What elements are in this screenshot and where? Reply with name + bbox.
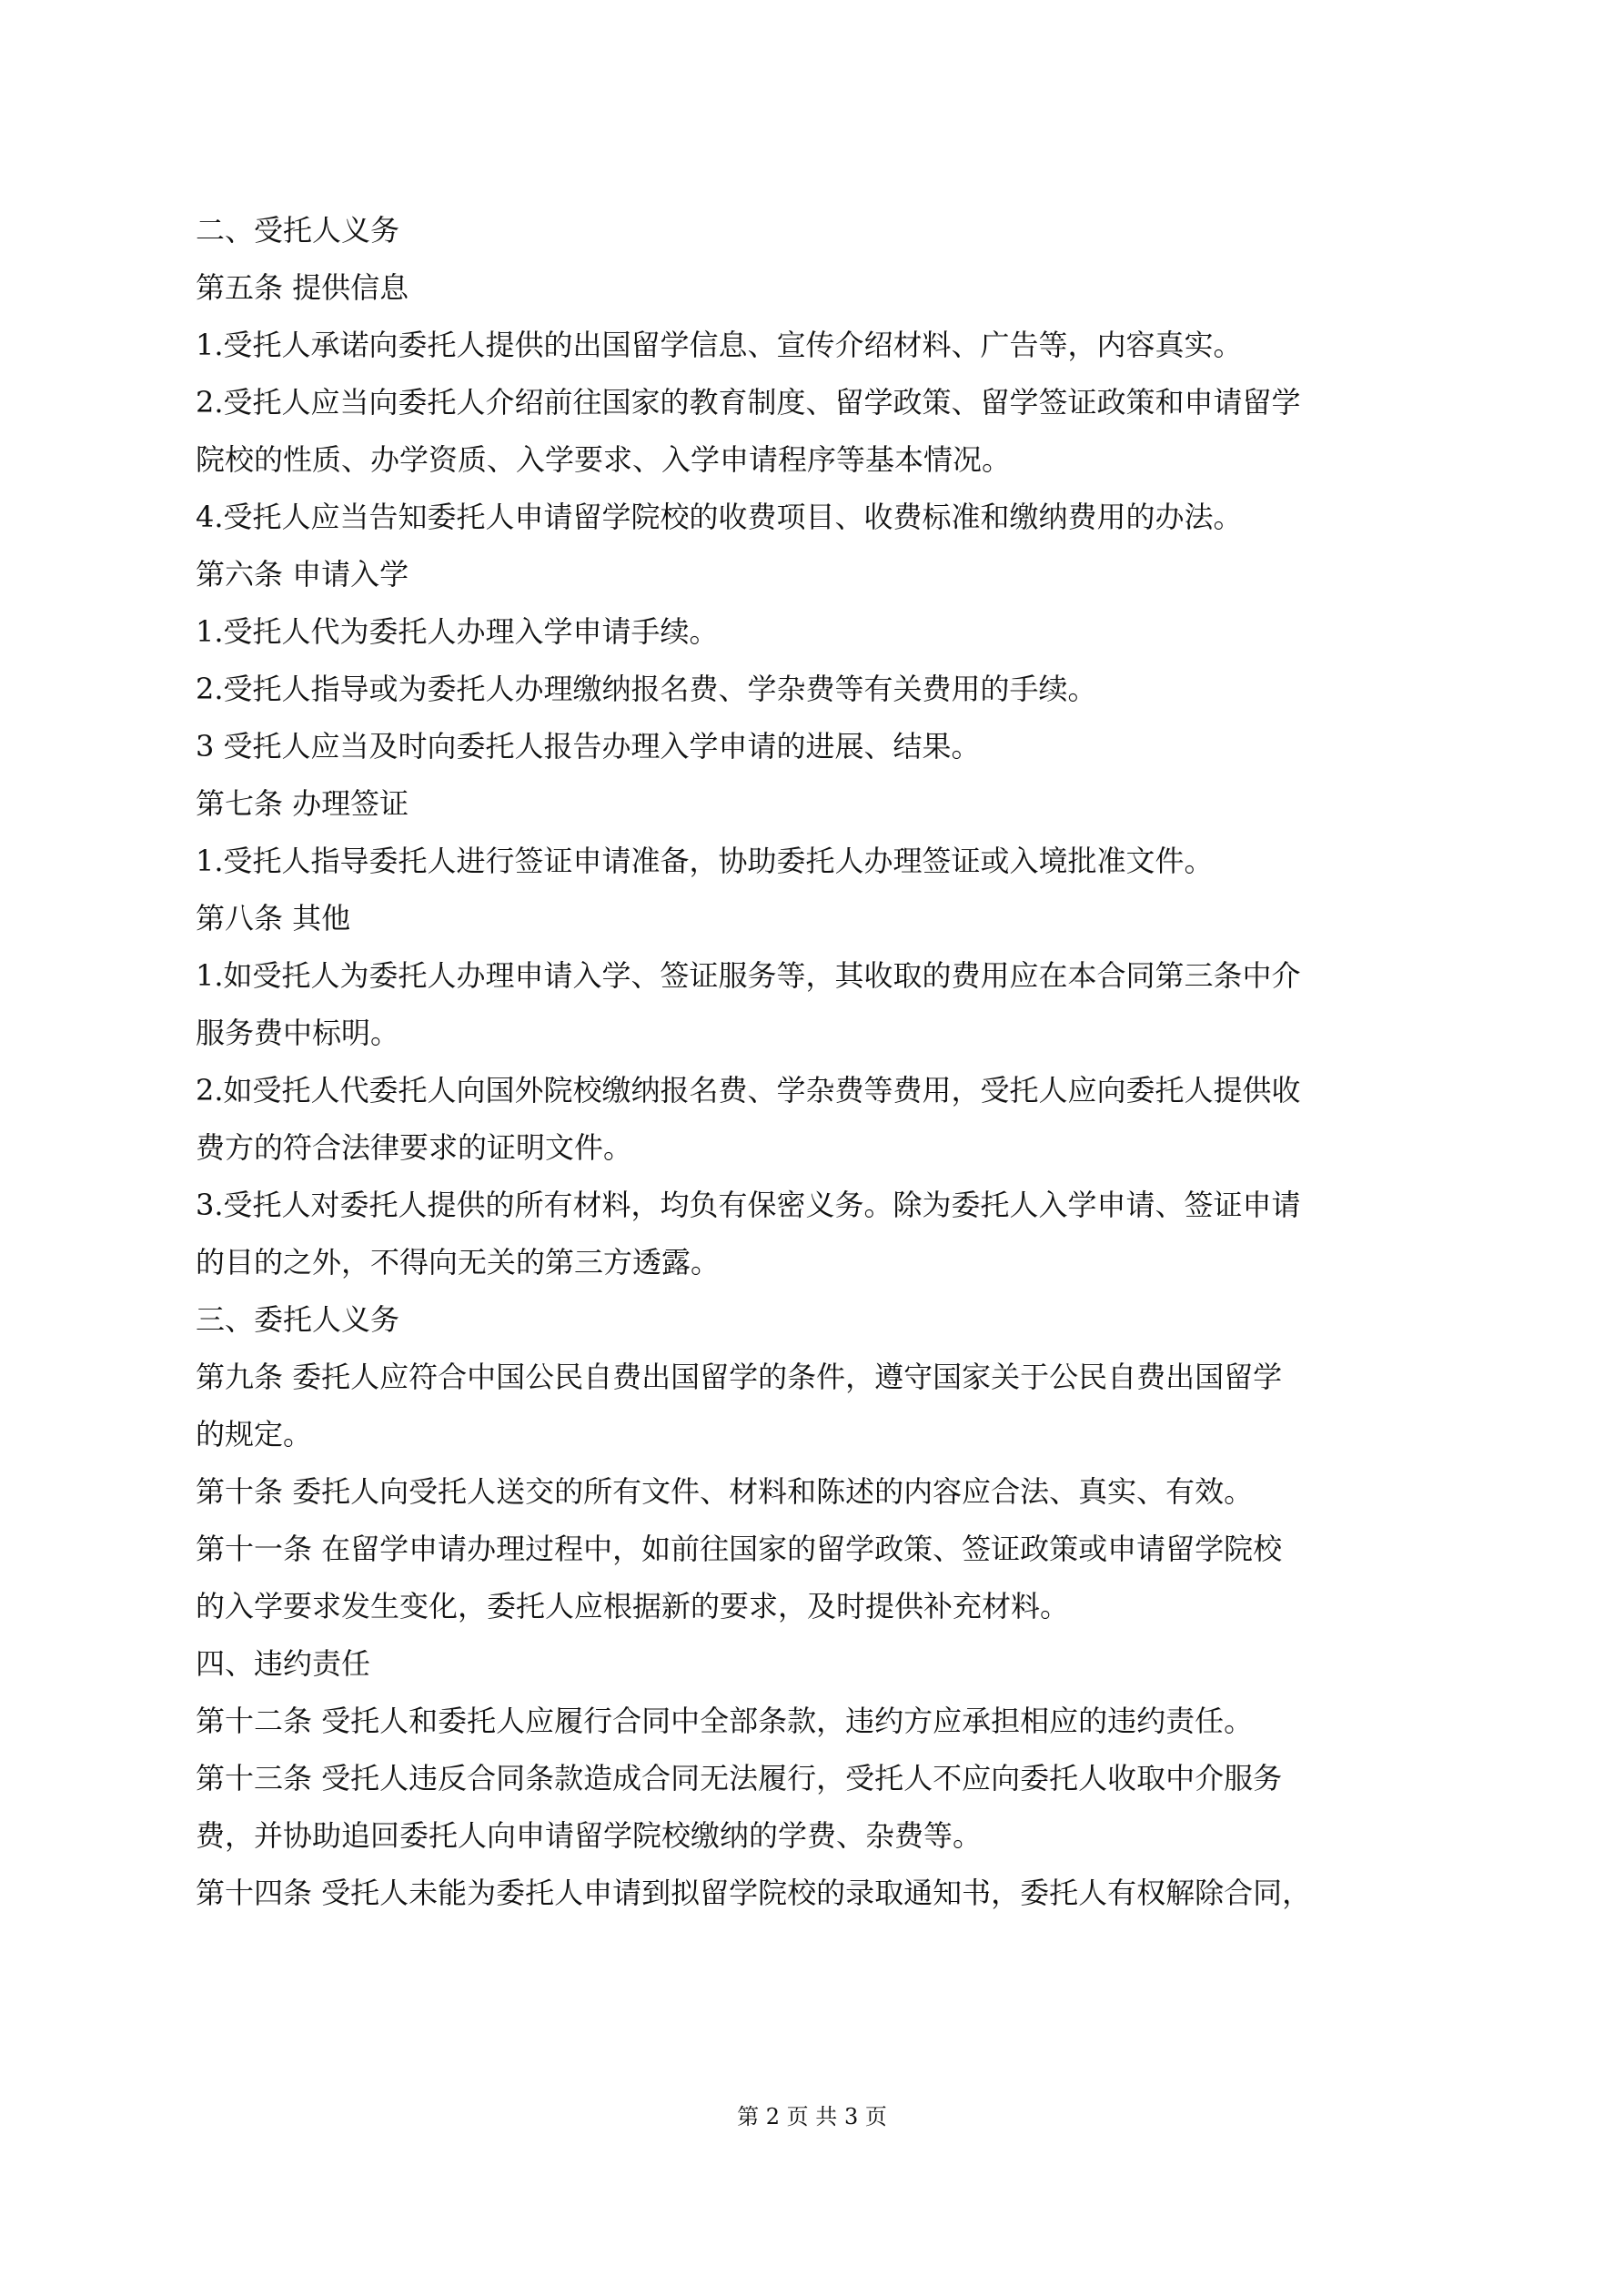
paragraph-line: 第十条 委托人向受托人送交的所有文件、材料和陈述的内容应合法、真实、有效。 bbox=[196, 1474, 1254, 1509]
paragraph-line: 3 受托人应当及时向委托人报告办理入学申请的进展、结果。 bbox=[196, 729, 981, 764]
paragraph-line: 2.受托人指导或为委托人办理缴纳报名费、学杂费等有关费用的手续。 bbox=[196, 672, 1097, 706]
paragraph-line: 第九条 委托人应符合中国公民自费出国留学的条件，遵守国家关于公民自费出国留学 bbox=[196, 1360, 1283, 1394]
paragraph-line: 3.受托人对委托人提供的所有材料，均负有保密义务。除为委托人入学申请、签证申请 bbox=[196, 1188, 1301, 1222]
paragraph-line: 第十一条 在留学申请办理过程中，如前往国家的留学政策、签证政策或申请留学院校 bbox=[196, 1532, 1283, 1566]
paragraph-line: 的入学要求发生变化，委托人应根据新的要求，及时提供补充材料。 bbox=[196, 1589, 1070, 1623]
paragraph-line: 1.受托人承诺向委托人提供的出国留学信息、宣传介绍材料、广告等，内容真实。 bbox=[196, 328, 1243, 362]
paragraph-line: 的规定。 bbox=[196, 1417, 313, 1451]
document-body bbox=[196, 202, 1442, 1922]
paragraph-line: 2.受托人应当向委托人介绍前往国家的教育制度、留学政策、留学签证政策和申请留学 bbox=[196, 385, 1301, 420]
section-heading: 二、受托人义务 bbox=[196, 213, 400, 248]
article-heading: 第七条 办理签证 bbox=[196, 786, 409, 821]
paragraph-line: 1.受托人指导委托人进行签证申请准备，协助委托人办理签证或入境批准文件。 bbox=[196, 844, 1214, 878]
paragraph-line: 第十三条 受托人违反合同条款造成合同无法履行，受托人不应向委托人收取中介服务 bbox=[196, 1761, 1283, 1795]
paragraph-line: 4.受托人应当告知委托人申请留学院校的收费项目、收费标准和缴纳费用的办法。 bbox=[196, 500, 1243, 534]
paragraph-line: 1.如受托人为委托人办理申请入学、签证服务等，其收取的费用应在本合同第三条中介 bbox=[196, 958, 1301, 993]
paragraph-line: 费方的符合法律要求的证明文件。 bbox=[196, 1130, 633, 1165]
paragraph-line: 1.受托人代为委托人办理入学申请手续。 bbox=[196, 614, 719, 649]
page-number-footer: 第 2 页 共 3 页 bbox=[737, 2104, 887, 2129]
article-heading: 第五条 提供信息 bbox=[196, 270, 409, 305]
paragraph-line: 2.如受托人代委托人向国外院校缴纳报名费、学杂费等费用，受托人应向委托人提供收 bbox=[196, 1073, 1301, 1108]
paragraph-line: 院校的性质、办学资质、入学要求、入学申请程序等基本情况。 bbox=[196, 442, 1012, 477]
paragraph-line: 服务费中标明。 bbox=[196, 1016, 400, 1050]
article-heading: 第六条 申请入学 bbox=[196, 557, 409, 592]
paragraph-line: 费，并协助追回委托人向申请留学院校缴纳的学费、杂费等。 bbox=[196, 1818, 983, 1853]
paragraph-line: 第十二条 受托人和委托人应履行合同中全部条款，违约方应承担相应的违约责任。 bbox=[196, 1704, 1254, 1738]
article-heading: 第八条 其他 bbox=[196, 901, 351, 936]
section-heading: 三、委托人义务 bbox=[196, 1302, 400, 1337]
section-heading: 四、违约责任 bbox=[196, 1646, 371, 1681]
paragraph-line: 的目的之外，不得向无关的第三方透露。 bbox=[196, 1245, 721, 1279]
paragraph-line: 第十四条 受托人未能为委托人申请到拟留学院校的录取通知书，委托人有权解除合同， bbox=[196, 1876, 1312, 1910]
